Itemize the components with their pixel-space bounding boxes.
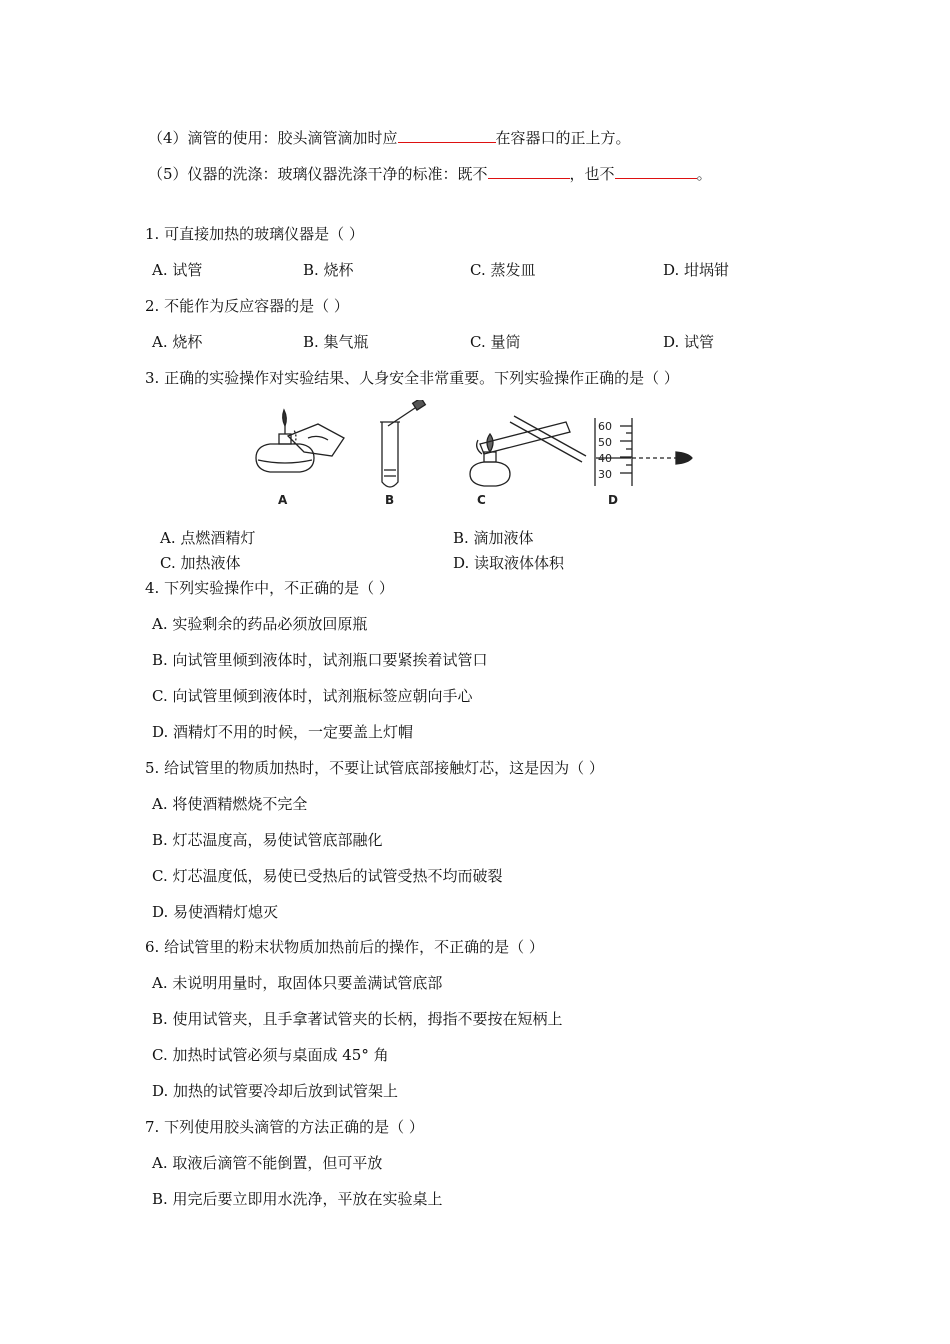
option-d: D. 读取液体体积	[453, 554, 565, 572]
blank-line	[398, 128, 496, 143]
scale-tick-40: 40	[598, 452, 612, 465]
option-a: A. 将使酒精燃烧不完全	[152, 795, 308, 813]
option-c: C. 灯芯温度低，易使已受热后的试管受热不均而破裂	[152, 867, 503, 885]
question-stem: 7. 下列使用胶头滴管的方法正确的是（ ）	[145, 1118, 424, 1136]
figure-a-alcohol-lamp	[256, 410, 344, 472]
option-a: A. 未说明用量时，取固体只要盖满试管底部	[152, 974, 443, 992]
option-a: A. 烧杯	[152, 333, 203, 351]
intro-item-5	[148, 164, 712, 184]
option-b: B. 向试管里倾到液体时，试剂瓶口要紧挨着试管口	[152, 651, 488, 669]
option-c: C. 蒸发皿	[470, 261, 536, 279]
scale-tick-50: 50	[598, 436, 612, 449]
option-d: D. 易使酒精灯熄灭	[152, 903, 279, 921]
question-stem: 6. 给试管里的粉末状物质加热前后的操作，不正确的是（ ）	[145, 938, 544, 956]
option-b: B. 灯芯温度高，易使试管底部融化	[152, 831, 383, 849]
figure-b-dropper	[380, 400, 425, 487]
option-d: D. 坩埚钳	[663, 261, 730, 279]
question-stem: 2. 不能作为反应容器的是（ ）	[145, 297, 349, 315]
figure-label-c: C	[477, 493, 486, 507]
intro-5-prefix: （5）仪器的洗涤：玻璃仪器洗涤干净的标准：既不	[148, 165, 488, 183]
option-b: B. 使用试管夹，且手拿著试管夹的长柄，拇指不要按在短柄上	[152, 1010, 563, 1028]
scale-tick-30: 30	[598, 468, 612, 481]
intro-4-prefix: （4）滴管的使用：胶头滴管滴加时应	[148, 129, 398, 147]
figure-label-b: B	[385, 493, 395, 507]
option-b: B. 用完后要立即用水洗净，平放在实验桌上	[152, 1190, 443, 1208]
intro-4-suffix: 在容器口的正上方。	[495, 129, 631, 147]
option-d: D. 酒精灯不用的时候，一定要盖上灯帽	[152, 723, 414, 741]
question-stem: 5. 给试管里的物质加热时，不要让试管底部接触灯芯，这是因为（ ）	[145, 759, 604, 777]
option-b: B. 烧杯	[303, 261, 354, 279]
figure-label-d: D	[608, 493, 618, 507]
intro-5-middle: ，也不	[569, 165, 615, 183]
option-d: D. 加热的试管要冷却后放到试管架上	[152, 1082, 399, 1100]
question-stem: 4. 下列实验操作中，不正确的是（ ）	[145, 579, 394, 597]
option-a: A. 试管	[152, 261, 203, 279]
option-b: B. 滴加液体	[453, 529, 534, 547]
blank-line	[488, 164, 570, 179]
intro-5-suffix: 。	[696, 165, 712, 183]
option-d: D. 试管	[663, 333, 715, 351]
option-c: C. 量筒	[470, 333, 521, 351]
option-b: B. 集气瓶	[303, 333, 369, 351]
question-stem: 3. 正确的实验操作对实验结果、人身安全非常重要。下列实验操作正确的是（ ）	[145, 369, 679, 387]
intro-item-4	[148, 128, 631, 148]
option-c: C. 加热液体	[160, 554, 241, 572]
option-a: A. 取液后滴管不能倒置，但可平放	[152, 1154, 383, 1172]
option-a: A. 实验剩余的药品必须放回原瓶	[152, 615, 368, 633]
figure-label-a: A	[278, 493, 288, 507]
option-c: C. 向试管里倾到液体时，试剂瓶标签应朝向手心	[152, 687, 473, 705]
option-c: C. 加热时试管必须与桌面成 45° 角	[152, 1046, 389, 1064]
figure-c-heating	[470, 416, 586, 486]
scale-tick-60: 60	[598, 420, 612, 433]
lab-operations-figure	[248, 400, 708, 512]
option-a: A. 点燃酒精灯	[160, 529, 256, 547]
question-stem: 1. 可直接加热的玻璃仪器是（ ）	[145, 225, 364, 243]
blank-line	[615, 164, 697, 179]
